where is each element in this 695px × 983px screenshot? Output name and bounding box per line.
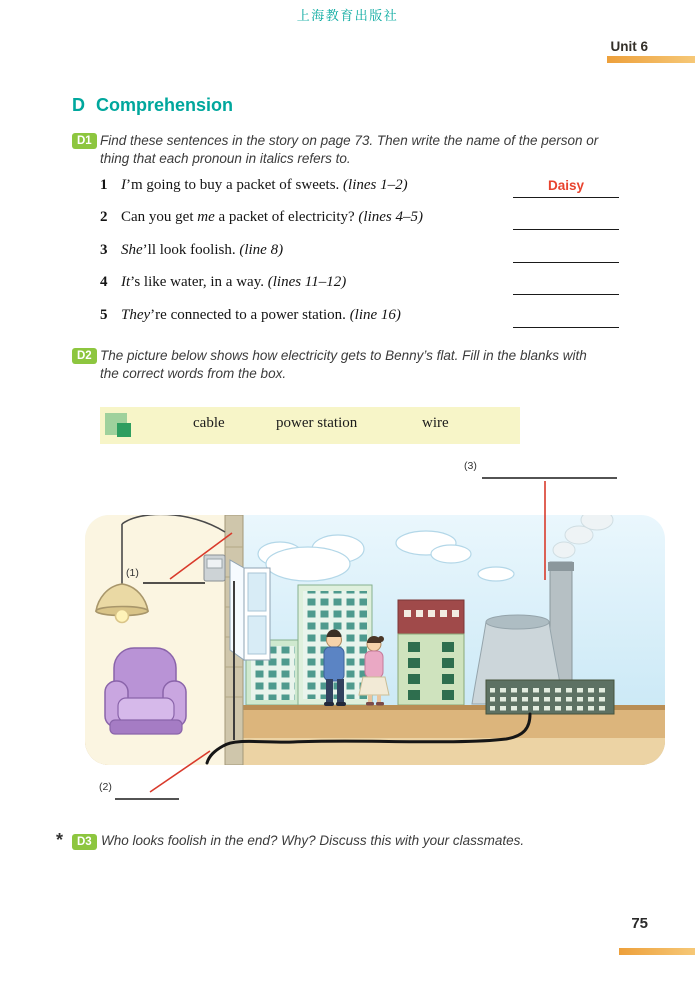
armchair (105, 648, 186, 734)
line-reference: (line 8) (239, 242, 284, 258)
word-box-word-power-station: power station (276, 415, 358, 431)
exercise-badge-d1: D1 (72, 133, 97, 149)
bottom-accent-bar (619, 948, 695, 955)
sentence-pronoun: I (121, 177, 126, 193)
sentence-pronoun: They (121, 307, 151, 323)
sentence-item-3 (100, 242, 512, 259)
electricity-scene-svg (58, 452, 690, 820)
sentence-post: a packet of electricity? (214, 209, 359, 225)
answer-blank-3[interactable] (513, 241, 619, 263)
word-box (100, 407, 520, 444)
item-number: 1 (100, 177, 108, 193)
item-sentence (121, 274, 346, 290)
line-reference: (lines 1–2) (343, 177, 408, 193)
scene (85, 510, 665, 765)
exercise-badge-d3: D3 (72, 834, 97, 850)
item-sentence (121, 307, 401, 323)
sentence-pronoun: me (197, 209, 215, 225)
answer-blank-2[interactable] (513, 208, 619, 230)
line-reference: (lines 11–12) (267, 274, 347, 290)
illustration-container (58, 452, 690, 820)
picture-label-1: (1) (126, 567, 139, 579)
page-number: 75 (631, 915, 648, 932)
publisher-name: 上海教育出版社 (296, 8, 399, 23)
item-sentence (121, 177, 408, 193)
electric-meter (204, 555, 225, 581)
optional-star: * (56, 830, 64, 850)
exercise-badge-d2: D2 (72, 348, 97, 364)
d2-instruction-line1: The picture below shows how electricity gets to Benny’s flat. Fill in the blanks with (100, 348, 587, 363)
unit-accent-bar (607, 56, 695, 63)
sentence-pre: Can you get (121, 209, 198, 225)
line-reference: (line 16) (349, 307, 401, 323)
word-box-word-wire: wire (422, 415, 449, 431)
line-reference: (lines 4–5) (358, 209, 423, 225)
sentence-post: ’m going to buy a packet of sweets. (126, 177, 344, 193)
section-title: Comprehension (96, 95, 234, 115)
answer-blank-1[interactable] (513, 176, 619, 198)
d2-instruction-line2: the correct words from the box. (100, 365, 287, 381)
sentence-item-2 (100, 209, 512, 226)
sentence-item-1 (100, 177, 512, 194)
item-number: 4 (100, 274, 108, 290)
answer-text: Daisy (547, 178, 585, 193)
section-letter: D (72, 95, 85, 115)
sentence-post: ’ll look foolish. (142, 242, 240, 258)
sentence-item-4 (100, 274, 512, 291)
picture-label-2: (2) (99, 781, 112, 793)
sentence-post: ’re connected to a power station. (150, 307, 350, 323)
d1-instruction (100, 132, 640, 167)
picture-label-3: (3) (464, 460, 477, 472)
d3-instruction: Who looks foolish in the end? Why? Discuss this with your classmates. (101, 833, 525, 848)
sentence-item-5 (100, 307, 512, 324)
answer-blank-5[interactable] (513, 306, 619, 328)
item-number: 5 (100, 307, 108, 323)
d1-instruction-line2: thing that each pronoun in italics refers to. (100, 150, 351, 166)
item-sentence (121, 209, 423, 225)
sentence-post: ’s like water, in a way. (130, 274, 268, 290)
answer-blank-4[interactable] (513, 273, 619, 295)
item-number: 2 (100, 209, 108, 225)
decoration-square-dark (117, 423, 131, 437)
sentence-pronoun: She (121, 242, 143, 258)
window-frame (230, 560, 270, 660)
unit-label: Unit 6 (610, 39, 648, 54)
item-number: 3 (100, 242, 108, 258)
item-sentence (121, 242, 283, 258)
d1-instruction-line1: Find these sentences in the story on page 73. Then write the name of the person or (100, 133, 599, 148)
section-heading (72, 95, 233, 116)
sentence-pronoun: It (121, 274, 131, 290)
word-box-word-cable: cable (193, 415, 225, 431)
d2-instruction (100, 347, 640, 382)
